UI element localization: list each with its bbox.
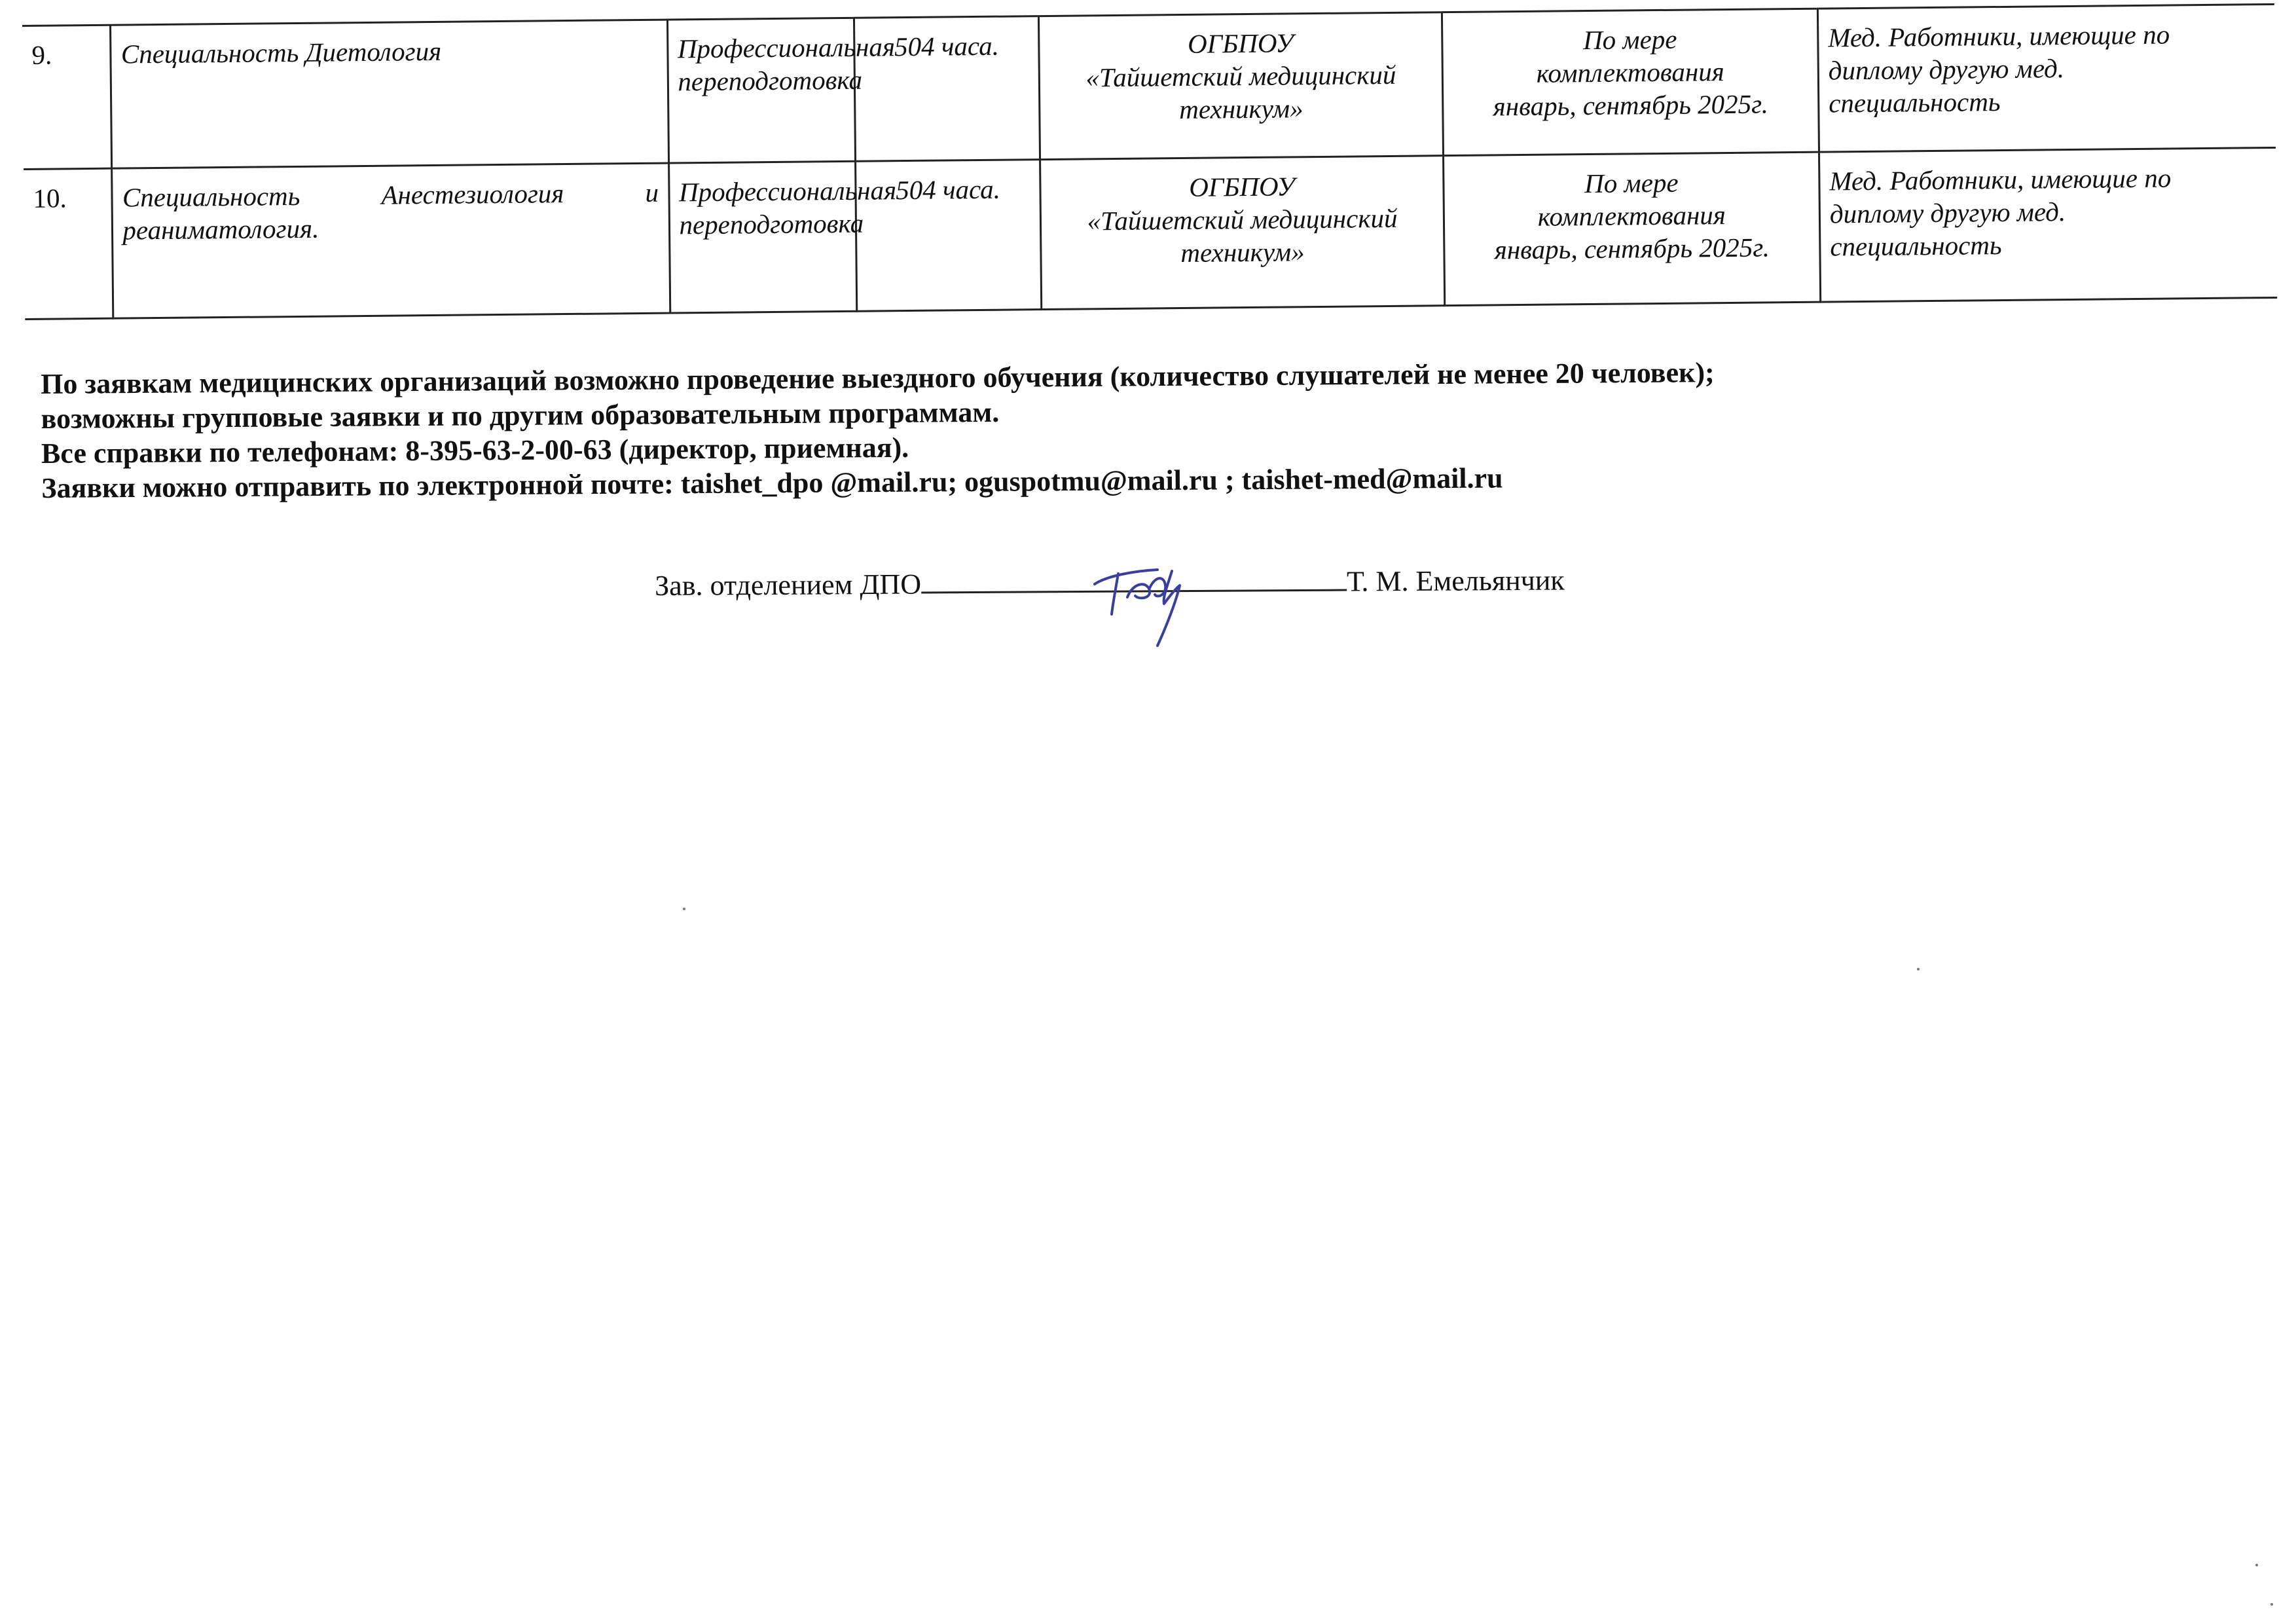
note-line: По заявкам медицинских организаций возможно проведение выездного обучения (количество слушателей не менее 20 человек); (41, 356, 1715, 400)
hours-cell: 504 часа. (854, 16, 1040, 162)
training-type-line: Профессиональная (677, 31, 896, 64)
schedule-line: январь, сентябрь 2025г. (1493, 88, 1769, 122)
notes-block (41, 352, 2071, 506)
handwritten-signature (1087, 557, 1218, 648)
schedule-line: январь, сентябрь 2025г. (1494, 232, 1770, 265)
note-line: Заявки можно отправить по электронной почте: taishet_dpo @mail.ru; oguspotmu@mail.ru ; taishet-med@mail.ru (41, 462, 1503, 504)
audience-line: специальность (1830, 229, 2002, 262)
audience-line: Мед. Работники, имеющие по (1829, 162, 2172, 196)
audience-line: диплому другую мед. (1829, 196, 2066, 229)
organization-cell (1040, 156, 1445, 310)
training-type-line: переподготовка (679, 208, 864, 240)
training-type-line: Профессиональная (678, 175, 897, 208)
schedule-cell (1443, 152, 1820, 305)
scan-speck (683, 908, 685, 910)
audience-line: диплому другую мед. (1828, 53, 2065, 86)
courses-table-wrap (22, 3, 2278, 346)
audience-cell (1817, 4, 2276, 152)
organization-line: «Тайшетский медицинский (1087, 202, 1398, 236)
audience-cell (1819, 147, 2277, 302)
specialty-cell: Специальность Диетология (111, 20, 668, 168)
signatory-position: Зав. отделением ДПО (655, 568, 922, 602)
organization-cell (1039, 12, 1444, 160)
table-row (24, 147, 2277, 319)
scan-speck (2255, 1564, 2258, 1566)
training-type-line: переподготовка (678, 64, 863, 97)
audience-line: специальность (1829, 86, 2001, 119)
note-line: возможны групповые заявки и по другим образовательным программам. (41, 396, 1000, 435)
schedule-cell (1442, 9, 1819, 155)
schedule-line: По мере (1584, 167, 1679, 199)
organization-line: техникум» (1179, 93, 1303, 125)
audience-line: Мед. Работники, имеющие по (1828, 19, 2170, 53)
row-number: 9. (22, 25, 112, 169)
specialty-cell: Специальность Анестезиология и реаниматология. (112, 163, 670, 318)
organization-line: техникум» (1180, 236, 1305, 268)
scan-speck (1917, 968, 1920, 970)
table-row (22, 4, 2276, 169)
organization-line: ОГБПОУ (1189, 171, 1296, 202)
hours-cell: 504 часа. (855, 160, 1041, 312)
schedule-line: комплектования (1536, 56, 1724, 88)
training-type-cell (668, 161, 897, 313)
signatory-name: Т. М. Емельянчик (1346, 564, 1565, 598)
training-type-cell (667, 18, 896, 163)
courses-table (22, 3, 2277, 320)
organization-line: ОГБПОУ (1187, 28, 1294, 59)
row-number: 10. (24, 168, 113, 319)
organization-line: «Тайшетский медицинский (1085, 59, 1396, 93)
schedule-line: По мере (1582, 24, 1677, 56)
scan-speck (2270, 1603, 2273, 1606)
schedule-line: комплектования (1537, 200, 1726, 232)
note-line: Все справки по телефонам: 8-395-63-2-00-63 (директор, приемная). (41, 431, 909, 470)
